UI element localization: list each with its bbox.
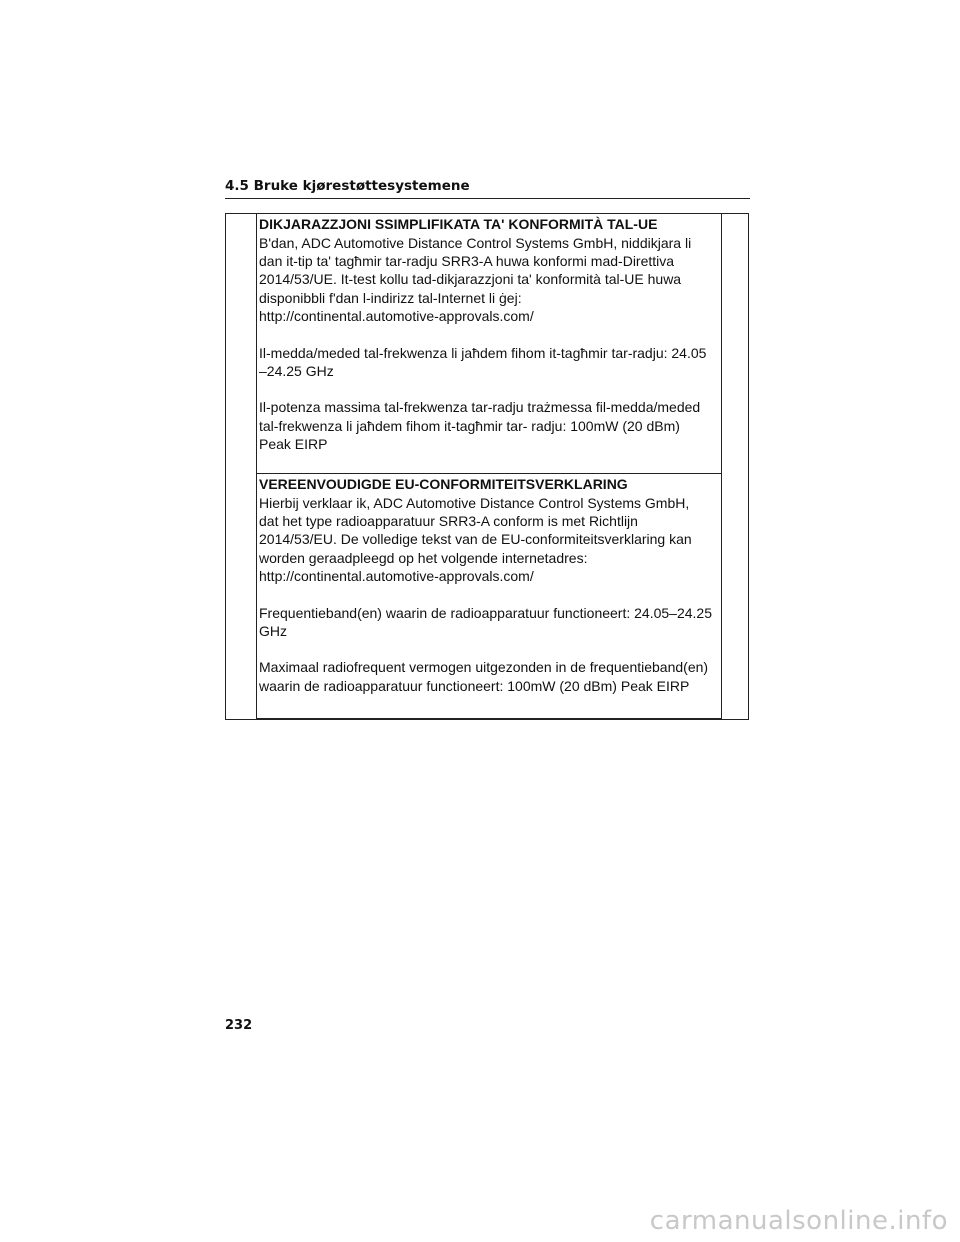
frequency-band-dutch: Frequentieband(en) waarin de radioapparatuur functioneert: 24.05–24.25 GHz (259, 604, 712, 639)
frequency-band-maltese: Il-medda/meded tal-frekwenza li jaħdem fihom it-tagħmir tar-radju: 24.05 –24.25 GHz (259, 344, 707, 379)
declaration-title-dutch: VEREENVOUDIGDE EU-CONFORMITEITSVERKLARING (259, 476, 628, 492)
declaration-dutch (257, 473, 721, 695)
max-power-maltese: Il-potenza massima tal-frekwenza tar-radju trażmessa fil-medda/meded tal-frekwenza li jaħdem fihom it-tagħmir tar- radju: 100mW (20 dBm) Peak EIRP (259, 399, 701, 453)
declaration-title-maltese: DIKJARAZZJONI SSIMPLIFIKATA TA' KONFORMITÀ TAL-UE (259, 216, 658, 232)
page-number: 232 (225, 1018, 253, 1033)
declaration-body-dutch: Hierbij verklaar ik, ADC Automotive Distance Control Systems GmbH, dat het type radioapparatuur SRR3-A conform is met Richtlijn 2014/53/EU. De volledige tekst van de EU-conformiteitsverklaring kan worden geraadpleegd op het volgende internetadres: http://continental.automotive-approvals.com/ (259, 494, 692, 585)
declaration-maltese (257, 214, 721, 454)
table-bottom-rule (257, 718, 721, 719)
declaration-body-maltese: B'dan, ADC Automotive Distance Control Systems GmbH, niddikjara li dan it-tip ta' tagħmir tar-radju SRR3-A huwa konformi mad-Direttiva 2014/53/UE. It-test kollu tad-dikjarazzjoni ta' konformità tal-UE huwa disponibbli f'dan l-indirizz tal-Internet li ġej: http://continental.automotive-approvals.com/ (259, 234, 692, 325)
watermark: carmanualsonline.info (649, 1206, 948, 1236)
max-power-dutch: Maximaal radiofrequent vermogen uitgezonden in de frequentieband(en) waarin de radioapparatuur functioneert: 100mW (20 dBm) Peak EIRP (259, 659, 709, 694)
section-header: 4.5 Bruke kjørestøttesystemene (225, 178, 750, 199)
declaration-column (256, 214, 722, 719)
declaration-table (225, 213, 749, 720)
